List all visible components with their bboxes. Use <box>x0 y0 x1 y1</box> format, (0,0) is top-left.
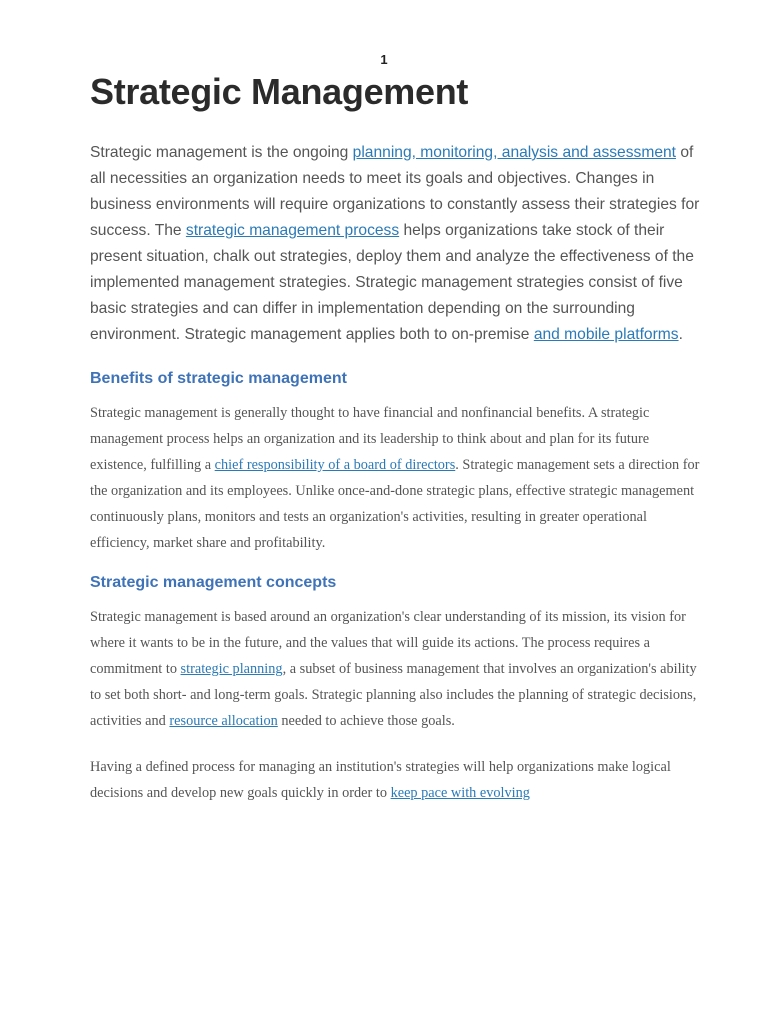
concepts-p2-text-1: Having a defined process for managing an institution's strategies will help organizations make logical decisions and develop new goals quickly in order to <box>90 759 671 801</box>
planning-monitoring-link[interactable]: planning, monitoring, analysis and assessment <box>352 144 676 161</box>
keep-pace-link[interactable]: keep pace with evolving <box>390 785 530 801</box>
page-number: 1 <box>380 52 388 67</box>
concepts-paragraph-2 <box>90 754 700 806</box>
benefits-paragraph <box>90 400 700 556</box>
intro-text-3: helps organizations take stock of their present situation, chalk out strategies, deploy them and analyze the effectiveness of the implemented management strategies. Strategic management strategies consist of five basic strategies and can differ in implementation depending on the surrounding environment. Strategic management applies both to on-premise <box>90 222 694 343</box>
concepts-paragraph-1 <box>90 604 700 734</box>
intro-text-1: Strategic management is the ongoing <box>90 144 353 161</box>
strategic-planning-link[interactable]: strategic planning <box>180 661 283 677</box>
concepts-text-3: needed to achieve those goals. <box>277 713 455 729</box>
intro-text-2: of all necessities an organization needs to meet its goals and objectives. Changes in business environments will require organizations to constantly assess their strategies for success. The <box>90 144 700 239</box>
resource-allocation-link[interactable]: resource allocation <box>169 713 278 729</box>
concepts-text-2: , a subset of business management that involves an organization's ability to set both short- and long-term goals. Strategic planning also includes the planning of strategic decisions, activities and <box>90 661 697 729</box>
document-body <box>90 70 700 806</box>
concepts-heading: Strategic management concepts <box>90 574 337 591</box>
strategic-management-process-link[interactable]: strategic management process <box>185 222 400 239</box>
benefits-text-1: Strategic management is generally thought to have financial and nonfinancial benefits. A strategic management process helps an organization and its leadership to think about and plan for its future existence, fulfilling a <box>90 405 650 473</box>
mobile-platforms-link[interactable]: and mobile platforms <box>533 326 679 343</box>
page-title: Strategic Management <box>90 71 469 112</box>
benefits-heading: Benefits of strategic management <box>90 370 347 387</box>
intro-text-4: . <box>678 326 683 343</box>
concepts-text-1: Strategic management is based around an organization's clear understanding of its mission, its vision for where it wants to be in the future, and the values that will guide its actions. The process requires a commitment to <box>90 609 686 677</box>
board-of-directors-link[interactable]: chief responsibility of a board of directors <box>214 457 456 473</box>
intro-paragraph <box>90 140 700 348</box>
benefits-text-2: . Strategic management sets a direction for the organization and its employees. Unlike once-and-done strategic plans, effective strategic management continuously plans, monitors and tests an organization's activities, resulting in greater operational efficiency, market share and profitability. <box>90 457 700 551</box>
